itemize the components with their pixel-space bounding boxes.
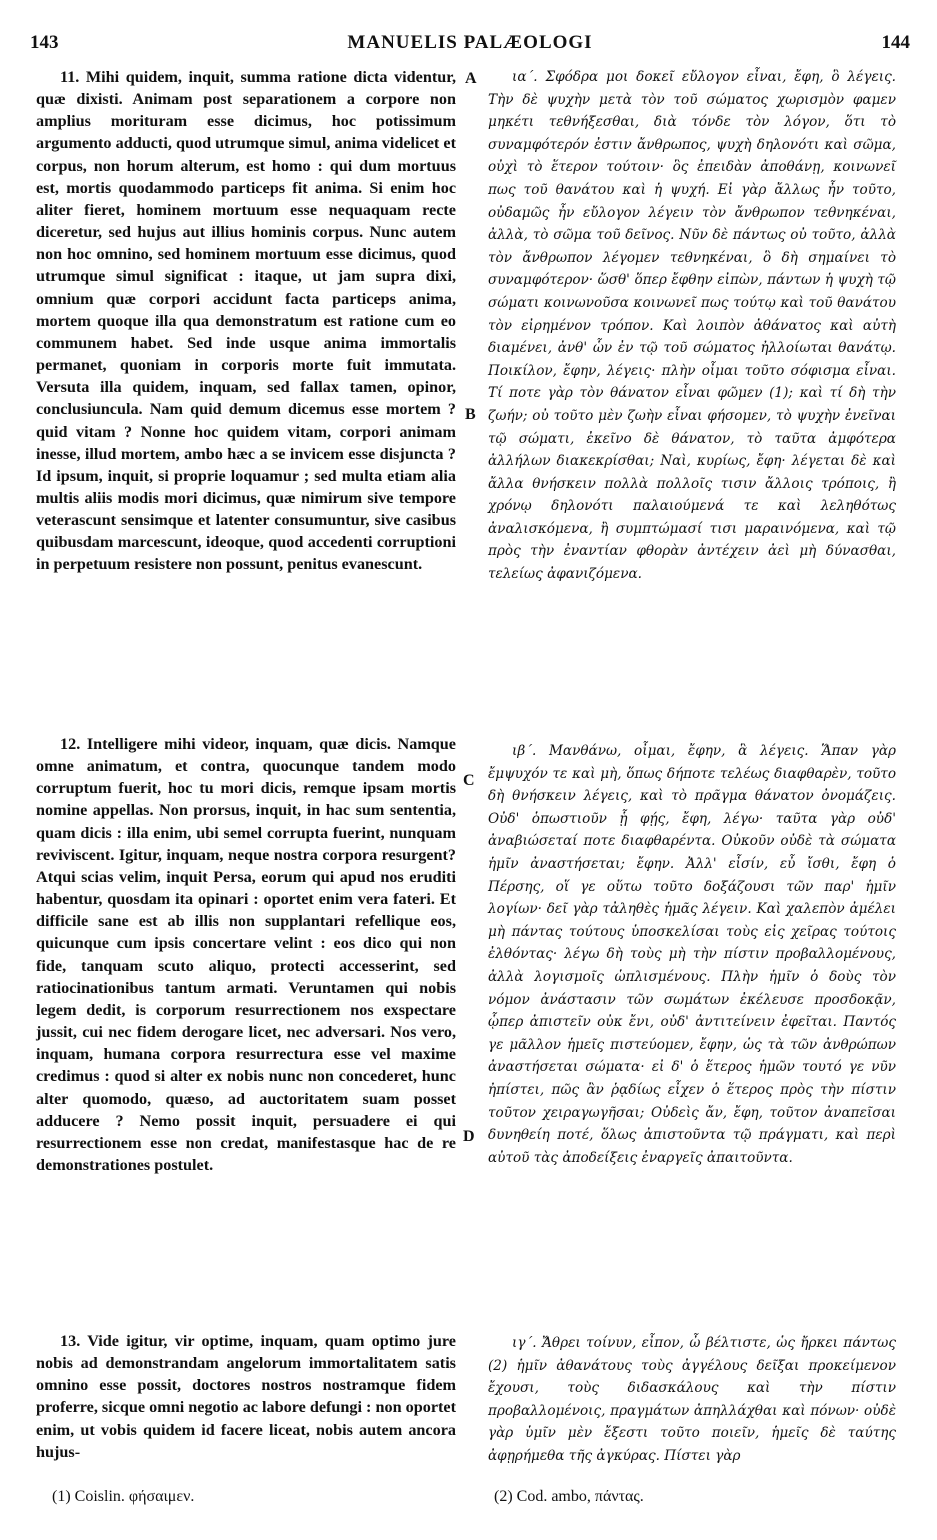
margin-marker-c: C bbox=[463, 772, 475, 789]
running-title: MANUELIS PALÆOLOGI bbox=[347, 32, 593, 53]
margin-marker-d: D bbox=[463, 1128, 475, 1145]
greek-section-13: ιγ΄. Ἄθρει τοίνυν, εἶπον, ὦ βέλτιστε, ὡς ἤρκει πάντως (2) ἡμῖν ἀθανάτους τοὺς ἀγγέλους δεῖξαι προκείμενον ἔχουσι, τοὺς διδασκάλους καὶ τὴν πίστιν προβαλλομένοις, πραγμάτων ἀπηλλάχθαι καὶ πόνων· οὐδὲ γὰρ ὑμῖν μὲν ἔξεστι τοῦτο ποιεῖν, ἡμεῖς δὲ ταύτης ἀφῃρήμεθα τῆς ἀγκύρας. Πίστει γὰρ bbox=[488, 1335, 896, 1464]
latin-section-12: 12. Intelligere mihi videor, inquam, quæ dicis. Namque omne animatum, et contra, quocunque tandem modo corruptum fuerit, hoc tu mori dicis, remque ipsam mortis nomine appellas. Non prorsus, inquit, in hac sum sententia, quam dicis : illa enim, ubi semel corrupta fuerint, nunquam reviviscent. Igitur, inquam, neque nostra corpora resurgent? Atqui scias velim, inquit Persa, eorum qui apud nos eruditi habentur, quosdam ita opinari : oportet enim vera fateri. Et difficile sane est ab illis non supplantari refellique eos, quicunque cum ipsis concertare velint : eos dico qui non fide, tanquam scuto aliquo, protecti accesserint, sed ratiocinationibus tantum armati. Veruntamen qui nobis legem dedit, is corporum resurrectionem nos exspectare jussit, cui nec fidem derogare licet, nec adversari. Nos vero, inquam, humana corpora resurrectura esse vel maxime credimus : quod si alter ex nobis nunc non concederet, hunc alter quomodo, quæso, ad auctoritatem suam posset adducere ? Nemo possit inquit, persuadere ei qui resurrectionem esse non credat, manifestasque hac de re demonstrationes postulet. bbox=[36, 735, 456, 1174]
greek-section-11: ια΄. Σφόδρα μοι δοκεῖ εὔλογον εἶναι, ἔφη, ὃ λέγεις. Τὴν δὲ ψυχὴν μετὰ τὸν τοῦ σώματος χωρισμὸν φαμεν μηκέτι τεθνήξεσθαι, διὰ τόνδε τὸν λόγον, ὅτι τὸ συναμφότερόν ἐστιν ἄνθρωπος, ψυχὴ δηλονότι καὶ σῶμα, οὐχὶ τὸ ἕτερον τούτοιν· ὃς ἐπειδὰν ἀποθάνῃ, κοινωνεῖ πως τοῦ θανάτου καὶ ἡ ψυχή. Εἰ γὰρ ἄλλως ἦν τοῦτο, οὐδαμῶς ἦν εὔλογον λέγειν τὸν ἄνθρωπον τεθνηκέναι, ἀλλὰ, τὸ σῶμα τοῦ δεῖνος. Νῦν δὲ πάντως οὐ τοῦτο, ἀλλὰ τὸν ἄνθρωπον λέγομεν τεθνηκέναι, ὃ δὴ σημαίνει τὸ συναμφότερον· ὥσθ' ὅπερ ἔφθην εἰπὼν, πάντων ἡ ψυχὴ τῷ σώματι κοινωνοῦσα κοινωνεῖ πως τούτῳ καὶ τοῦ θανάτου τὸν εἰρημένον τρόπον. Καὶ λοιπὸν ἀθάνατος καὶ αὐτὴ διαμένει, ἀνθ' ὧν ἐν τῷ τοῦ σώματος ἠλλοίωται θανάτῳ. Ποικίλον, ἔφην, λέγεις· πλὴν οἶμαι τοῦτο σόφισμα εἶναι. Τί ποτε γὰρ τὸν θάνατον εἶναι φῶμεν (1); καὶ τί δὴ τὴν ζωήν; οὐ τοῦτο μὲν ζωὴν εἶναι φήσομεν, τὸ ψυχὴν ἐνεῖναι τῷ σώματι, ἐκεῖνο δὲ θάνατον, τὸ ταῦτα ἀμφότερα ἀλλήλων διακεκρίσθαι; Ναὶ, κυρίως, ἔφη· λέγεται δὲ καὶ ἄλλα θνήσκειν πολλὰ πολλοῖς τισιν ἄλλοις τρόποις, ἢ χρόνῳ δηλονότι παλαιούμενά τε καὶ λεληθότως ἀναλισκόμενα, ἢ συμπτώμασί τισι μαραινόμενα, καὶ τῷ πρὸς τὴν ἐναντίαν φθορὰν ἀντέχειν ἀεὶ μὴ δύνασθαι, τελείως ἀφανιζόμενα. bbox=[488, 69, 896, 583]
latin-section-11: 11. Mihi quidem, inquit, summa ratione dicta videntur, quæ dixisti. Animam post separationem a corpore non amplius morituram esse dicimus, hoc potissimum argumento adducti, quod utrumque simul, anima videlicet et corpus, non horum alterum, est homo : qui dum mortuus est, mortis quodammodo particeps fit anima. Si enim hoc aliter fieret, hominem mortuum esse nequaquam recte diceretur, sed hujus aut illius hominis corpus. Nunc autem non hoc omnino, sed hominem mortuum esse dicimus, quod utrumque simul significat : itaque, ut jam supra dixi, omnium quæ corpori accidunt facta particeps anima, mortem quoque illa qua demonstratum est ratione cum eo communem habet. Sed inde usque anima immortalis permanet, quoniam in corporis morte fuit immutata. Versuta illa quidem, inquam, sed fallax tamen, opinor, conclusiuncula. Nam quid demum dicemus esse mortem ? quid vitam ? Nonne hoc quidem vitam, corpori animam inesse, illud mortem, ambo hæc a se invicem esse disjuncta ? Id ipsum, inquit, si proprie loquamur ; sed multa etiam alia multis aliis modis mori dicimus, quæ nimirum sive tempore veterascunt sensimque et latenter consumuntur, sive casibus quibusdam marcescunt, ideoque, quod accedenti corruptioni in perpetuum resistere non possunt, penitus evanescunt. bbox=[36, 68, 456, 574]
running-header bbox=[30, 32, 910, 58]
margin-marker-a: A bbox=[465, 70, 477, 87]
footnote-right: (2) Cod. ambo, πάντας. bbox=[494, 1488, 644, 1505]
page-number-left: 143 bbox=[30, 32, 59, 53]
margin-marker-b: B bbox=[465, 406, 476, 423]
latin-section-13: 13. Vide igitur, vir optime, inquam, quam optimo jure nobis ad demonstrandam angelorum immortalitatem satis omnino esse possit, doctores nostros nostramque fidem proferre, sicque omni negotio ac labore defungi : non oportet enim, ut vobis quidem id facere liceat, nobis autem ancora hujus- bbox=[36, 1332, 456, 1461]
footnote-left: (1) Coislin. φήσαιμεν. bbox=[52, 1488, 195, 1505]
greek-section-12: ιβ΄. Μανθάνω, οἶμαι, ἔφην, ἃ λέγεις. Ἅπαν γὰρ ἔμψυχόν τε καὶ μὴ, ὅπως δήποτε τελέως διαφθαρὲν, τοῦτο δὴ θνήσκειν λέγεις, καὶ τὸ πρᾶγμα θάνατον ὀνομάζεις. Οὐδ' ὁπωστιοῦν ᾗ φῄς, ἔφη, λέγω· ταῦτα γὰρ οὐδ' ἀναβιώσεταί ποτε διαφθαρέντα. Οὐκοῦν οὐδὲ τὰ σώματα ἡμῖν ἀναστήσεται; ἔφην. Ἀλλ' εἶσίν, εὖ ἴσθι, ἔφη ὁ Πέρσης, οἵ γε οὕτω τοῦτο δοξάζουσι τῶν παρ' ἡμῖν λογίων· δεῖ γὰρ τἀληθὲς ἡμᾶς λέγειν. Καὶ χαλεπὸν ἀμέλει μὴ πάντας τούτους ὑποσκελίσαι τοὺς εἰς χεῖρας τούτοις ἐλθόντας· λέγω δὴ τοὺς μὴ τὴν πίστιν προβαλλομένους, ἀλλὰ λογισμοῖς ὡπλισμένους. Πλὴν ἡμῖν ὁ δοὺς τὸν νόμον ἀνάστασιν τῶν σωμάτων ἐκέλευσε προσδοκᾷν, ᾧπερ ἀπιστεῖν οὐκ ἔνι, οὐδ' ἀντιτείνειν ἐφεῖται. Παντός γε μᾶλλον ἡμεῖς πιστεύομεν, ἔφην, ὡς τὰ τῶν ἀνθρώπων ἀναστήσεται σώματα· εἰ δ' ὁ ἕτερος ἡμῶν τουτό γε νῦν ἠπίστει, πῶς ἂν ῥᾳδίως εἶχεν ὁ ἕτερος πρὸς τὴν πίστιν τοῦτον χειραγωγῆσαι; Οὐδεὶς ἄν, ἔφη, τοῦτον ἀναπεῖσαι δυνηθείη ποτέ, ὅλως ἀπιστοῦντα τῷ πράγματι, καὶ περὶ αὐτοῦ τὰς ἀποδείξεις ἐναργεῖς ἀπαιτοῦντα. bbox=[488, 743, 896, 1166]
page-number-right: 144 bbox=[881, 32, 910, 53]
